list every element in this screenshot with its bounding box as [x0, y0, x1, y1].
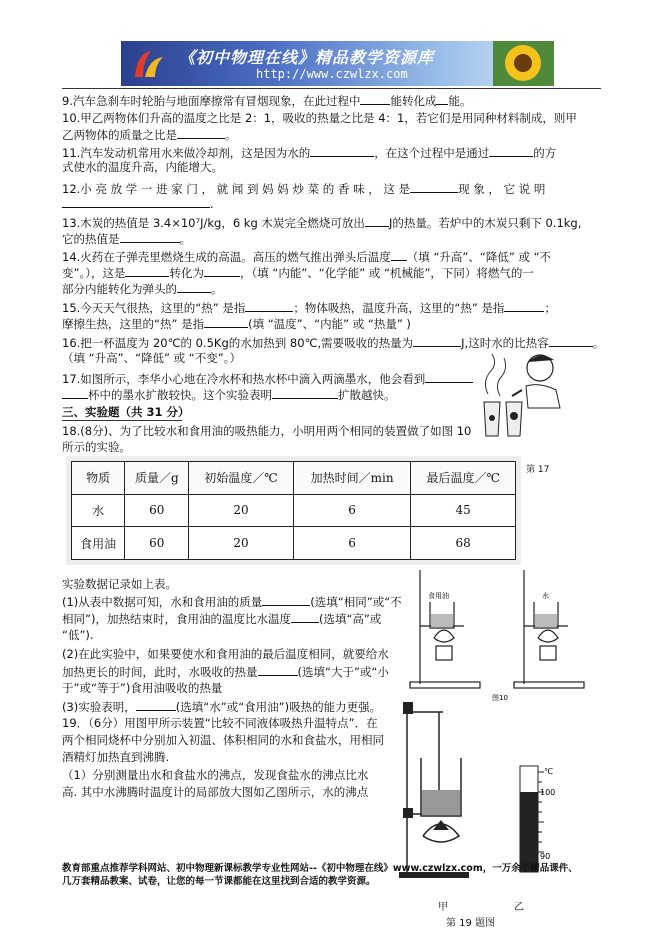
table-row: [72, 527, 516, 560]
table-cell: 45: [411, 494, 516, 527]
q19-line2: 两个相同烧杯中分别加入初温、体积相同的水和食盐水，用相同: [62, 733, 384, 747]
q11-line2: 式使水的温度升高，内能增大。: [62, 160, 223, 174]
q18-s1-line3: “低”).: [62, 628, 94, 642]
table-cell: 20: [189, 494, 294, 527]
q15-line1: 15.今天天气很热，这里的“热” 是指 ；物体吸热，温度升高，这里的“热” 是指 ；: [62, 301, 556, 315]
q14-line1: 14.火药在子弹壳里燃烧生成的高温。高压的燃气推出弹头后温度 （填 “升高”、“降低” 或 “不: [62, 250, 552, 264]
site-logo-icon: [131, 47, 167, 81]
fig19-label-yi: 乙: [514, 902, 524, 913]
footer-line-2: 几万套精品教案、试卷，让您的每一节课都能在这里找到合适的教学资源。: [62, 876, 376, 887]
experiment-table: [71, 461, 516, 560]
header-banner: [121, 41, 554, 86]
q19-line4: （1）分别测量出水和食盐水的沸点，发现食盐水的沸点比水: [62, 768, 369, 782]
q18-line2: 所示的实验。: [62, 440, 131, 454]
q16-line2: （填 “升高”、“降低” 或 “不变”。）: [62, 351, 241, 365]
table-cell: 20: [189, 527, 294, 560]
q14-line2: 变”。），这是 转化为 ，（填 “内能”、“化学能” 或 “机械能”，下同）将燃气的一: [62, 266, 534, 280]
table-header: 初始温度／℃: [189, 462, 294, 495]
fig19-label-jia: 甲: [438, 902, 448, 913]
fig10-label-water: 水: [542, 592, 549, 600]
section-rule: [62, 420, 182, 421]
q9-line: 9.汽车急刹车时轮胎与地面摩擦常有冒烟现象，在此过程中 能转化成 能。: [62, 94, 472, 108]
footer-line-1: 教育部重点推荐学科网站、初中物理新课标教学专业性网站--《初中物理在线》www.czwlzx.com，一万余个精品课件、: [62, 863, 578, 874]
banner-url[interactable]: http://www.czwlzx.com: [256, 67, 408, 81]
q10-line2: 乙两物体的质量之比是 。: [62, 128, 237, 142]
q17-line2: 杯中的墨水扩散较快。这个实验表明 扩散越快。: [62, 387, 602, 402]
fig17-caption: 第 17: [526, 465, 550, 475]
record-line: 实验数据记录如上表。: [62, 577, 177, 591]
q12-line2: .: [62, 196, 602, 211]
q13-line1: 13.木炭的热值是 3.4×10⁷J/kg，6 kg 木炭完全燃烧可放出 J的热量。若炉中的木炭只剩下 0.1kg,: [62, 216, 582, 230]
figure-10-apparatus: [404, 566, 600, 708]
q18-s2-line3: 于”或“等于”)食用油吸收的热量: [62, 681, 223, 695]
table-cell: 食用油: [72, 527, 125, 560]
q18-s1-line2: 相同”)，加热结束时，食用油的温度比水温度 (选填“高”或: [62, 612, 382, 626]
figure-19-yi-thermometer: [516, 764, 562, 876]
table-cell: 水: [72, 494, 125, 527]
fig10-label-oil: 食用油: [428, 592, 449, 600]
q13-line2: 它的热值是 。: [62, 232, 191, 246]
q10-line1: 10.甲乙两物体们升高的温度之比是 2：1，吸收的热量之比是 4：1，若它们是用同种材料制成，则甲: [62, 111, 577, 125]
table-header-row: [72, 462, 516, 495]
section-3-heading: 三、实验题（共 31 分）: [62, 405, 190, 419]
table-cell: 60: [125, 527, 189, 560]
header-rule: [62, 88, 601, 89]
page-footer: [62, 862, 602, 888]
sunflower-image: [493, 41, 554, 86]
table-header: 加热时间／min: [293, 462, 411, 495]
q16-line1: 16.把一杯温度为 20℃的 0.5Kg的水加热到 80℃,需要吸收的热量为 J,这时水的比热容 。: [62, 336, 605, 350]
thermometer-bottom-label: 90: [540, 852, 551, 861]
q18-s2-line1: (2)在此实验中，如果要使水和食用油的最后温度相同，就要给水: [62, 647, 389, 661]
q19-line1: 19．（6分）用图甲所示装置“比较不同液体吸热升温特点”．在: [62, 716, 378, 730]
figure-19-jia-apparatus: [395, 692, 495, 882]
q14-line3: 部分内能转化为弹头的 。: [62, 282, 223, 296]
q12-line1: 12.小 亮 放 学 一 进 家 门 ， 就 闻 到 妈 妈 炒 菜 的 香 味 ， 这 是 现 象 ， 它 说 明: [62, 182, 546, 196]
thermometer-unit: ℃: [544, 767, 553, 776]
table-cell: 6: [293, 494, 411, 527]
table-cell: 68: [411, 527, 516, 560]
table-header: 质量／g: [125, 462, 189, 495]
q17-line1: 17.如图所示，李华小心地在冷水杯和热水杯中滴入两滴墨水，他会看到: [62, 371, 602, 386]
q18-s3-line: (3)实验表明， (选填“水”或“食用油”)吸热的能力更强。: [62, 700, 382, 714]
table-header: 物质: [72, 462, 125, 495]
q18-s2-line2: 加热更长的时间，此时，水吸收的热量 (选填“大于”或“小: [62, 665, 389, 679]
table-header: 最后温度／℃: [411, 462, 516, 495]
thermometer-top-label: 100: [540, 788, 556, 797]
q11-line1: 11.汽车发动机常用水来做冷却剂，这是因为水的 ，在这个过程中是通过 的方: [62, 146, 557, 160]
table-cell: 60: [125, 494, 189, 527]
banner-title: 《初中物理在线》精品教学资源库: [179, 48, 435, 67]
q18-s1-line1: (1)从表中数据可知，水和食用油的质量 (选填“相同”或“不: [62, 595, 402, 609]
fig10-caption: 图10: [492, 694, 508, 702]
q19-line5: 高. 其中水沸腾时温度计的局部放大图如乙图所示，水的沸点: [62, 785, 369, 799]
q19-line3: 酒精灯加热直到沸腾.: [62, 750, 170, 764]
q18-line1: 18.(8分)、为了比较水和食用油的吸热能力，小明用两个相同的装置做了如图 10: [62, 424, 472, 438]
q15-line2: 摩擦生热，这里的“热” 是指 (填 “温度”、“内能” 或 “热量” ): [62, 317, 411, 331]
table-row: [72, 494, 516, 527]
fig19-caption: 第 19 题图: [446, 918, 496, 929]
table-cell: 6: [293, 527, 411, 560]
